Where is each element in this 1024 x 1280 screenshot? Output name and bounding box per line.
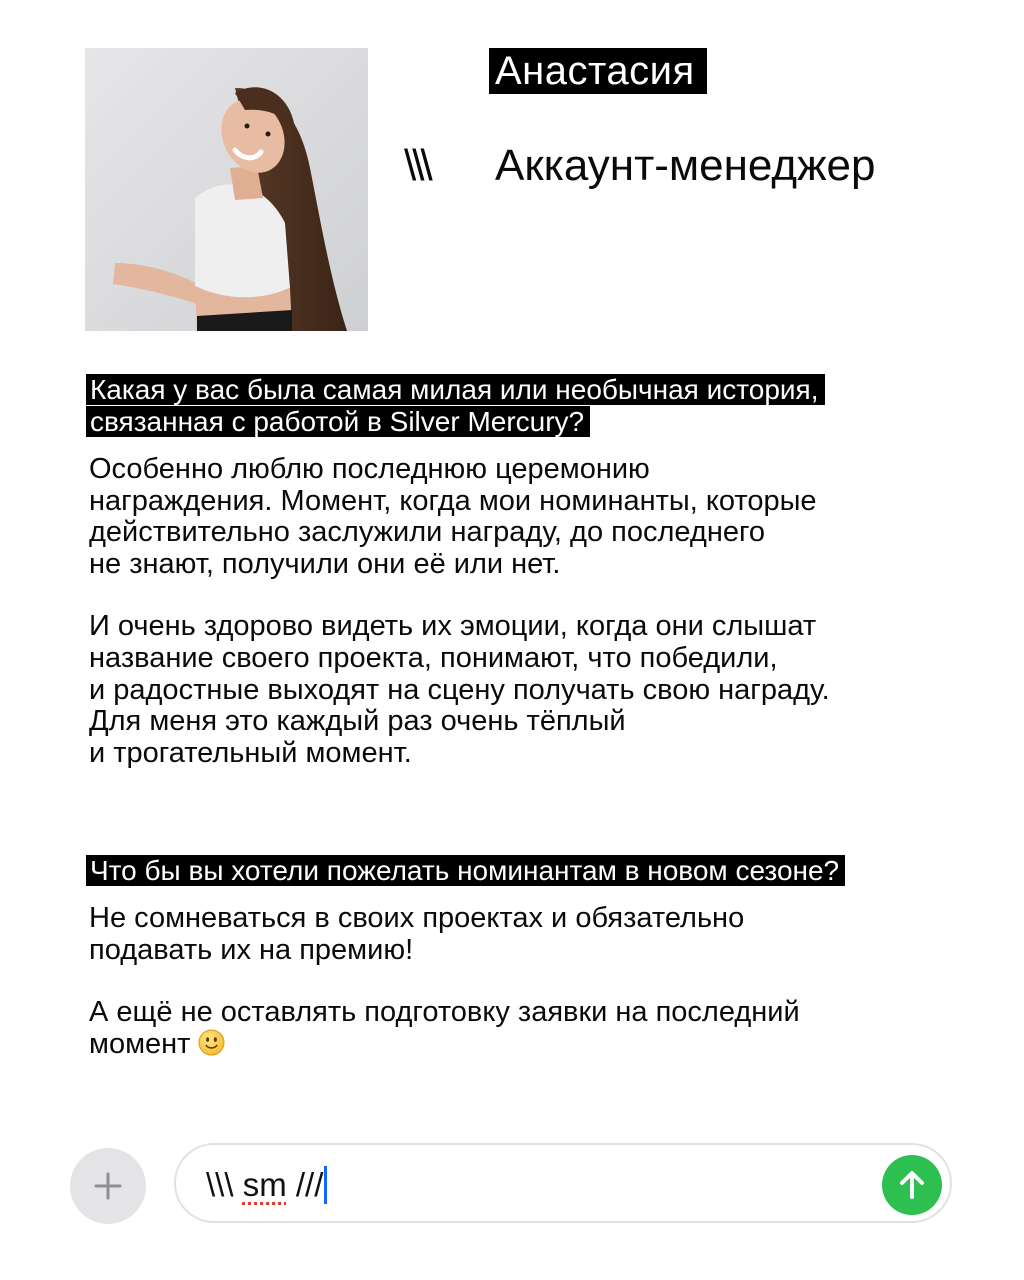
arrow-up-icon: [895, 1168, 929, 1202]
plus-icon: [92, 1170, 124, 1202]
role-prefix-slashes: \\\: [404, 141, 429, 190]
message-input-text[interactable]: [206, 1163, 327, 1207]
answer-text: А ещё не оставлять подготовку заявки на последний момент: [89, 996, 800, 1060]
text-caret: [324, 1166, 327, 1204]
message-input[interactable]: [174, 1143, 952, 1223]
slightly-smiling-face-emoji-icon: [198, 1029, 225, 1056]
question-heading: [86, 855, 946, 887]
qa-block-1: [86, 374, 946, 769]
send-button[interactable]: [882, 1155, 942, 1215]
add-button[interactable]: [70, 1148, 146, 1224]
profile-photo: [85, 48, 368, 331]
answer-paragraph: Особенно люблю последнюю церемонию награждения. Момент, когда мои номинанты, которые действительно заслужили награду, до последнего не знают, получили они её или нет.: [89, 453, 817, 580]
misspelled-word: sm: [242, 1166, 287, 1203]
message-text-suffix: ///: [286, 1166, 324, 1203]
message-text-prefix: \\\: [206, 1166, 243, 1203]
answer-paragraph: Не сомневаться в своих проектах и обязательно подавать их на премию!: [89, 902, 745, 966]
question-text: Что бы вы хотели пожелать номинантам в новом сезоне?: [86, 855, 845, 886]
answer-paragraph: [86, 997, 946, 1060]
qa-block-2: [86, 855, 946, 1060]
question-text: Какая у вас была самая милая или необычная история, связанная с работой в Silver Mercury?: [86, 374, 825, 437]
answer-paragraph: И очень здорово видеть их эмоции, когда они слышат название своего проекта, понимают, что победили, и радостные выходят на сцену получать свою награду. Для меня это каждый раз очень тёплый и трогательный момент.: [89, 610, 830, 769]
profile-role: Аккаунт-менеджер: [495, 141, 876, 190]
profile-name: Анастасия: [489, 48, 707, 94]
person-portrait-photo: [85, 48, 368, 331]
question-heading: [86, 374, 946, 438]
